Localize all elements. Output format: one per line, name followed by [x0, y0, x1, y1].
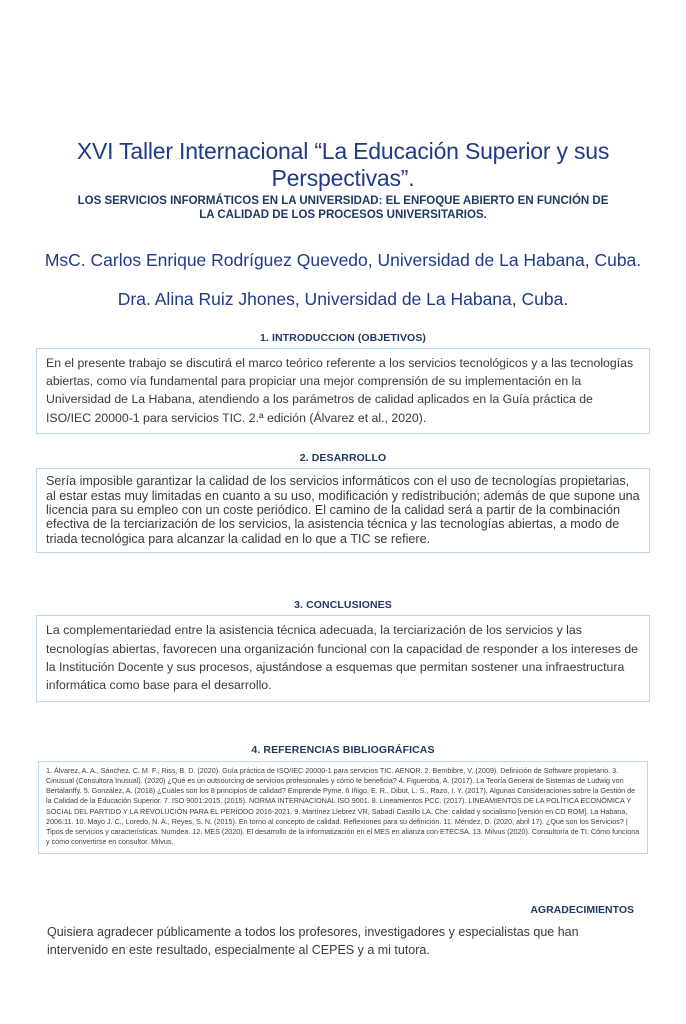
section-heading-introduction: 1. INTRODUCCION (OBJETIVOS)	[259, 331, 427, 344]
section-heading-conclusions: 3. CONCLUSIONES	[294, 599, 392, 612]
authors-block	[0, 250, 686, 311]
page-title: XVI Taller Internacional “La Educación Superior y sus Perspectivas”.	[76, 138, 610, 192]
section-heading-references: 4. REFERENCIAS BIBLIOGRÁFICAS	[251, 743, 435, 756]
development-text-box: Sería imposible garantizar la calidad de los servicios informáticos con el uso de tecnologías propietarias, al estar estas muy limitadas en cuanto a su uso, modificación y redistribución; además de que supone una licencia para su empleo con un coste periódico. El camino de la calidad será a partir de la combinación efectiva de la terciarización de los servicios, la asistencia técnica y las tecnologías abiertas, a modo de triada tecnológica para alcanzar la calidad en lo que a TIC se refiere.	[36, 468, 650, 553]
section-heading-acknowledgements: AGRADECIMIENTOS	[530, 903, 634, 916]
introduction-text-box: En el presente trabajo se discutirá el marco teórico referente a los servicios tecnológicos y a las tecnologías abiertas, como vía fundamental para propiciar una mejor comprensión de su implementación en la Universidad de La Habana, atendiendo a los parámetros de calidad aplicados en la Guía práctica de ISO/IEC 20000-1 para servicios TIC. 2.ª edición (Álvarez et al., 2020).	[36, 348, 650, 435]
author-line-1: MsC. Carlos Enrique Rodríguez Quevedo, Universidad de La Habana, Cuba.	[44, 249, 642, 270]
section-heading-development: 2. DESARROLLO	[299, 452, 387, 465]
page-subtitle: LOS SERVICIOS INFORMÁTICOS EN LA UNIVERSIDAD: EL ENFOQUE ABIERTO EN FUNCIÓN DE LA CALIDAD DE LOS PROCESOS UNIVERSITARIOS.	[77, 195, 609, 222]
references-text-box: 1. Álvarez, A. A., Sánchez, C. M. F., Riss, B. D. (2020). Guía práctica de ISO/IEC 20000-1 para servicios TIC. AENOR. 2. Bembibre, V. (2009). Definición de Software propietario. 3. Cinusual (Consultora Inusual). (2020) ¿Qué es un outsourcing de servicios profesionales y cómo te beneficia? 4. Figueroba, A. (2017). La Teoría General de Sistemas de Ludwig von Bertalanffy. 5. González, A. (2018) ¿Cuáles son los 8 principios de calidad? Emprende Pyme. 6 Iñigo, E. R., Dibut, L. S., Razo, I. Y. (2017). Algunas Consideraciones sobre la Gestión de la Calidad de la Educación Superior. 7. ISO 9001:2015. (2015). NORMA INTERNACIONAL ISO 9001. 8. Lineamientos PCC. (2017). LINEAMIENTOS DE LA POLÍTICA ECONÓMICA Y SOCIAL DEL PARTIDO Y LA REVOLUCIÓN PARA EL PERÍODO 2016-2021. 9. Martínez Llebrez VR, Sabadí Castillo LA. Che: calidad y socialismo [versión en CD ROM]. La Habana, 2006:11. 10. Mayo J. C., Loredo, N. A., Reyes, S. N. (2015). En torno al concepto de calidad. Reflexiones para su definición. 11. Méndez, D. (2020, abril 17). ¿Qué son los Servicios? | Tipos de servicios y características. Numdea. 12. MES (2020). El desarrollo de la informatización en el MES en alianza con ETECSA. 13. Milvus (2020). Consultoría de TI: Cómo funciona y cómo convertirse en consultor. Milvus.	[38, 761, 648, 854]
conclusions-text-box: La complementariedad entre la asistencia técnica adecuada, la terciarización de los servicios y las tecnologías abiertas, favorecen una organización funcional con la capacidad de responder a los intereses de la Institución Docente y sus procesos, ajustándose a esquemas que permitan sostener una infraestructura informática como base para el desarrollo.	[36, 615, 650, 702]
author-line-2: Dra. Alina Ruiz Jhones, Universidad de La Habana, Cuba.	[117, 288, 569, 309]
acknowledgements-text: Quisiera agradecer públicamente a todos los profesores, investigadores y especialistas que han intervenido en este resultado, especialmente al CEPES y a mi tutora.	[47, 924, 579, 958]
